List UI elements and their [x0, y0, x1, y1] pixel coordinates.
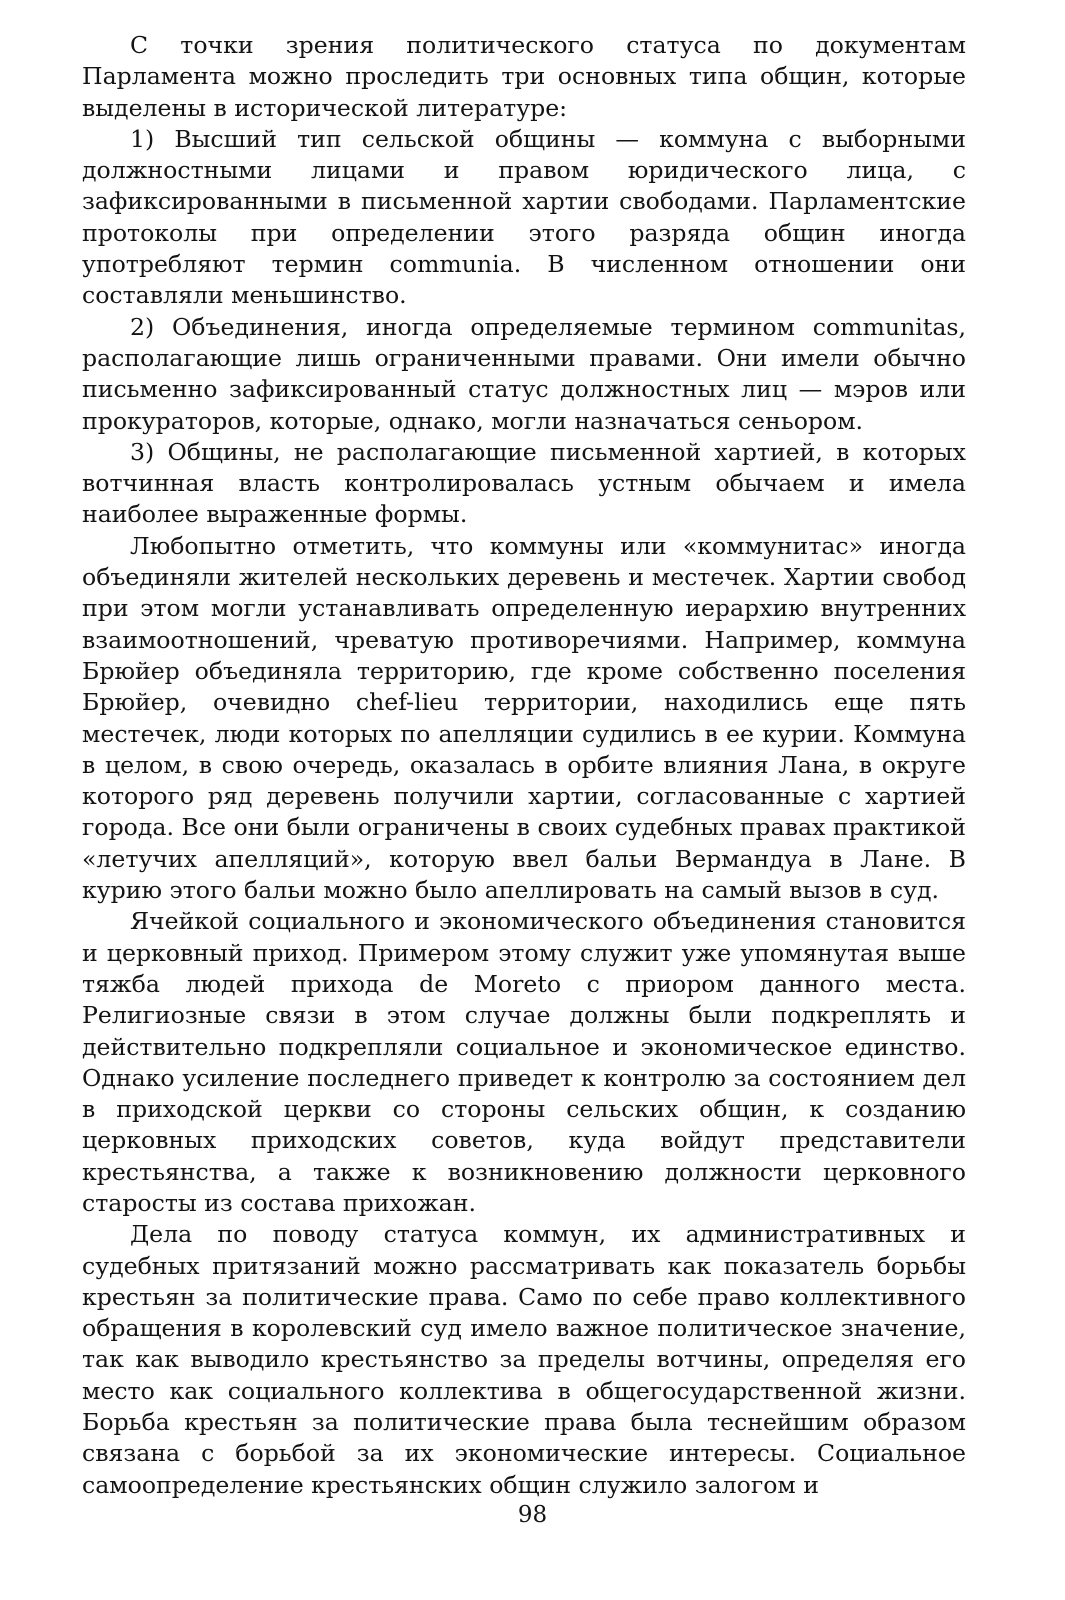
paragraph-community-types-intro: С точки зрения политического статуса по документам Парламента можно проследить три основных типа общин, которые выделены в исторической литературе:: [82, 31, 966, 122]
paragraph-type-1-commune: 1) Высший тип сельской общины — коммуна с выборными должностными лицами и правом юридического лица, с зафиксированными в письменной хартии свободами. Парламентские протоколы при определении этого разряда общин иногда употребляют термин communia. В численном отношении они составляли меньшинство.: [82, 124, 966, 310]
paragraph-political-rights: Дела по поводу статуса коммун, их административных и судебных притязаний можно рассматривать как показатель борьбы крестьян за политические права. Само по себе право коллективного обращения в королевский суд имело важное политическое значение, так как выводило крестьянство за пределы вотчины, определяя его место как социального коллектива в общегосударственной жизни. Борьба крестьян за политические права была теснейшим образом связана с борьбой за их экономические интересы. Социальное самоопределение крестьянских общин служило залогом и: [82, 1220, 966, 1499]
page-body: [82, 30, 966, 1501]
paragraph-type-2-communitas: 2) Объединения, иногда определяемые термином communitas, располагающие лишь ограниченными правами. Они имели обычно письменно зафиксированный статус должностных лиц — мэров или прокураторов, которые, однако, могли назначаться сеньором.: [82, 312, 966, 435]
paragraph-bruyeres-example: Любопытно отметить, что коммуны или «коммунитас» иногда объединяли жителей нескольких деревень и местечек. Хартии свобод при этом могли устанавливать определенную иерархию внутренних взаимоотношений, чреватую противоречиями. Например, коммуна Брюйер объединяла территорию, где кроме собственно поселения Брюйер, очевидно chef-lieu территории, находились еще пять местечек, люди которых по апелляции судились в ее курии. Коммуна в целом, в свою очередь, оказалась в орбите влияния Лана, в округе которого ряд деревень получили хартии, согласованные с хартией города. Все они были ограничены в своих судебных правах практикой «летучих апелляций», которую ввел бальи Вермандуа в Лане. В курию этого бальи можно было апеллировать на самый вызов в суд.: [82, 531, 966, 905]
page-number: 98: [517, 1502, 548, 1528]
paragraph-church-parish: Ячейкой социального и экономического объединения становится и церковный приход. Примером этому служит уже упомянутая выше тяжба людей прихода de Moreto с приором данного места. Религиозные связи в этом случае должны были подкреплять и действительно подкрепляли социальное и экономическое единство. Однако усиление последнего приведет к контролю за состоянием дел в приходской церкви со стороны сельских общин, к созданию церковных приходских советов, куда войдут представители крестьянства, а также к возникновению должности церковного старосты из состава прихожан.: [82, 907, 966, 1217]
paragraph-type-3-no-charter: 3) Общины, не располагающие письменной хартией, в которых вотчинная власть контролировалась устным обычаем и имела наиболее выраженные формы.: [82, 437, 966, 529]
